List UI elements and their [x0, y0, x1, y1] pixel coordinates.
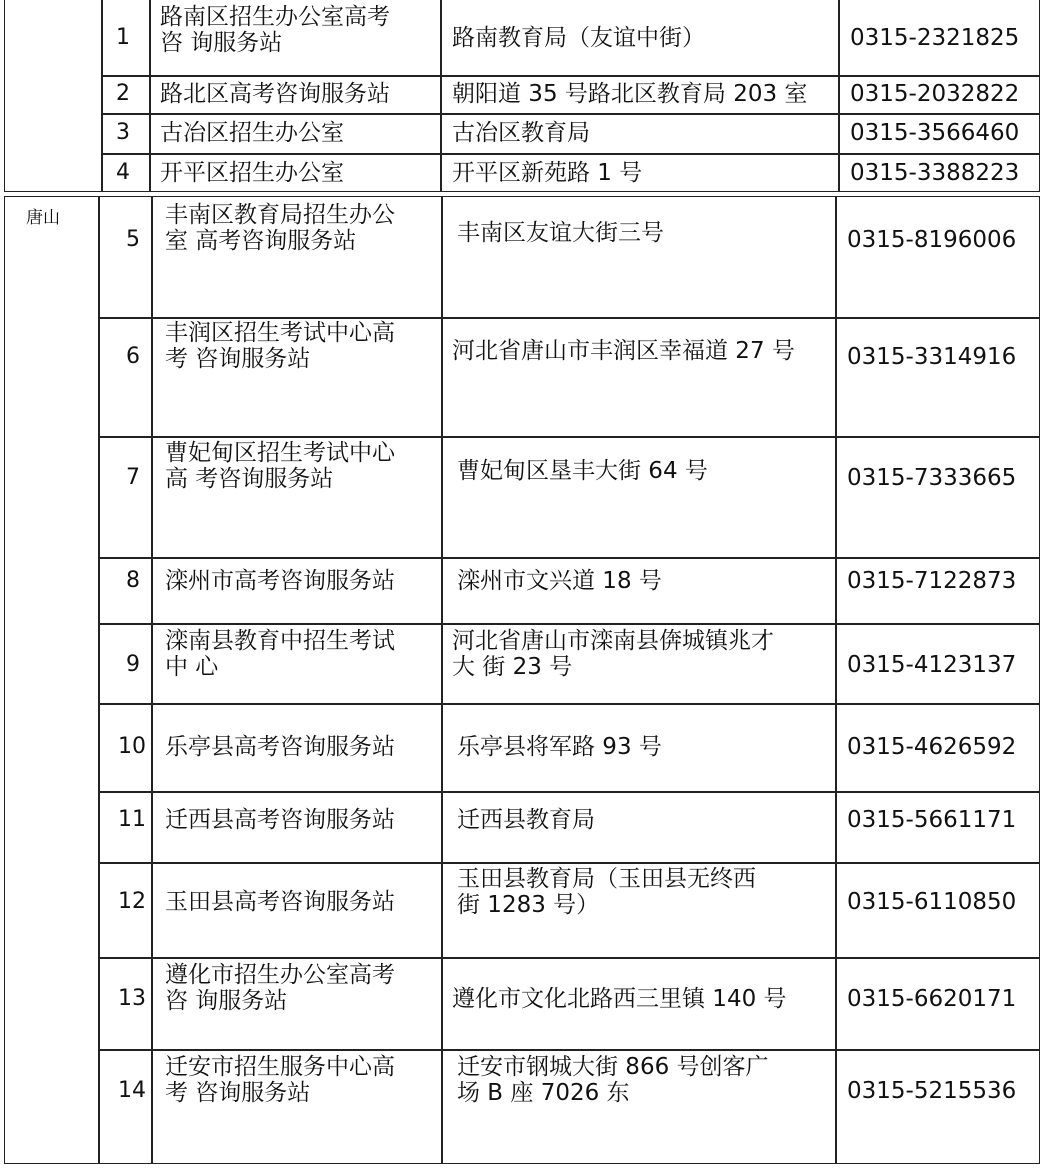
station-phone: 0315-5215536	[847, 1078, 1017, 1104]
row-number: 10	[118, 734, 146, 759]
row-divider	[98, 703, 1040, 705]
station-name: 古冶区招生办公室	[160, 120, 344, 146]
col-divider	[149, 0, 151, 192]
row-divider	[98, 436, 1040, 438]
station-phone: 0315-7122873	[847, 568, 1017, 594]
col-divider	[835, 196, 837, 1164]
station-address: 朝阳道 35 号路北区教育局 203 室	[452, 81, 808, 107]
station-name: 开平区招生办公室	[160, 160, 344, 186]
row-number: 2	[116, 81, 130, 106]
station-phone: 0315-7333665	[847, 465, 1017, 491]
row-number: 11	[118, 807, 146, 832]
station-address: 丰南区友谊大街三号	[457, 220, 664, 246]
row-divider	[98, 1049, 1040, 1051]
station-address: 滦州市文兴道 18 号	[457, 568, 662, 594]
station-name: 路南区招生办公室高考 咨 询服务站	[160, 4, 390, 56]
row-number: 4	[116, 160, 130, 185]
station-address: 河北省唐山市滦南县倴城镇兆才 大 街 23 号	[452, 628, 774, 680]
station-phone: 0315-5661171	[847, 807, 1017, 833]
row-divider	[98, 957, 1040, 959]
station-address: 迁安市钢城大街 866 号创客广 场 B 座 7026 东	[457, 1054, 769, 1106]
row-divider	[101, 113, 1040, 115]
row-divider	[98, 557, 1040, 559]
row-number: 1	[116, 25, 130, 50]
region-label: 唐山	[26, 208, 60, 228]
row-number: 6	[126, 344, 140, 369]
station-address: 河北省唐山市丰润区幸福道 27 号	[452, 338, 795, 364]
station-address: 玉田县教育局（玉田县无终西 街 1283 号）	[457, 866, 756, 918]
station-name: 遵化市招生办公室高考 咨 询服务站	[165, 962, 395, 1014]
station-phone: 0315-4123137	[847, 652, 1017, 678]
row-divider	[101, 75, 1040, 77]
station-phone: 0315-2321825	[850, 25, 1020, 51]
station-phone: 0315-3314916	[847, 344, 1017, 370]
station-phone: 0315-3566460	[850, 120, 1020, 146]
station-phone: 0315-4626592	[847, 734, 1017, 760]
row-number: 5	[126, 227, 140, 252]
station-name: 滦州市高考咨询服务站	[165, 568, 395, 594]
row-number: 13	[118, 986, 146, 1011]
row-divider	[98, 791, 1040, 793]
row-divider	[101, 153, 1040, 155]
station-address: 迁西县教育局	[457, 807, 595, 833]
station-phone: 0315-6110850	[847, 889, 1017, 915]
station-name: 丰南区教育局招生办公 室 高考咨询服务站	[165, 202, 395, 254]
col-divider	[440, 0, 442, 192]
station-phone: 0315-3388223	[850, 160, 1020, 186]
station-address: 遵化市文化北路西三里镇 140 号	[452, 986, 787, 1012]
col-divider	[98, 196, 100, 1164]
row-number: 14	[118, 1078, 146, 1103]
station-name: 玉田县高考咨询服务站	[165, 889, 395, 915]
station-phone: 0315-8196006	[847, 227, 1017, 253]
row-number: 7	[126, 465, 140, 490]
station-address: 开平区新苑路 1 号	[452, 160, 643, 186]
station-name: 丰润区招生考试中心高 考 咨询服务站	[165, 320, 395, 372]
col-divider	[151, 196, 153, 1164]
row-divider	[98, 862, 1040, 864]
station-name: 乐亭县高考咨询服务站	[165, 734, 395, 760]
row-number: 8	[126, 568, 140, 593]
row-number: 3	[116, 120, 130, 145]
station-name: 路北区高考咨询服务站	[160, 81, 390, 107]
station-phone: 0315-6620171	[847, 986, 1017, 1012]
station-name: 滦南县教育中招生考试 中 心	[165, 628, 395, 680]
station-name: 迁安市招生服务中心高 考 咨询服务站	[165, 1054, 395, 1106]
station-address: 古冶区教育局	[452, 120, 590, 146]
col-divider	[441, 196, 443, 1164]
row-divider	[98, 623, 1040, 625]
col-divider	[838, 0, 840, 192]
station-address: 路南教育局（友谊中街）	[452, 25, 705, 51]
station-name: 迁西县高考咨询服务站	[165, 807, 395, 833]
row-number: 9	[126, 652, 140, 677]
station-name: 曹妃甸区招生考试中心 高 考咨询服务站	[165, 440, 395, 492]
station-phone: 0315-2032822	[850, 81, 1020, 107]
station-address: 曹妃甸区垦丰大街 64 号	[457, 458, 708, 484]
station-address: 乐亭县将军路 93 号	[457, 734, 662, 760]
row-divider	[98, 317, 1040, 319]
row-number: 12	[118, 889, 146, 914]
